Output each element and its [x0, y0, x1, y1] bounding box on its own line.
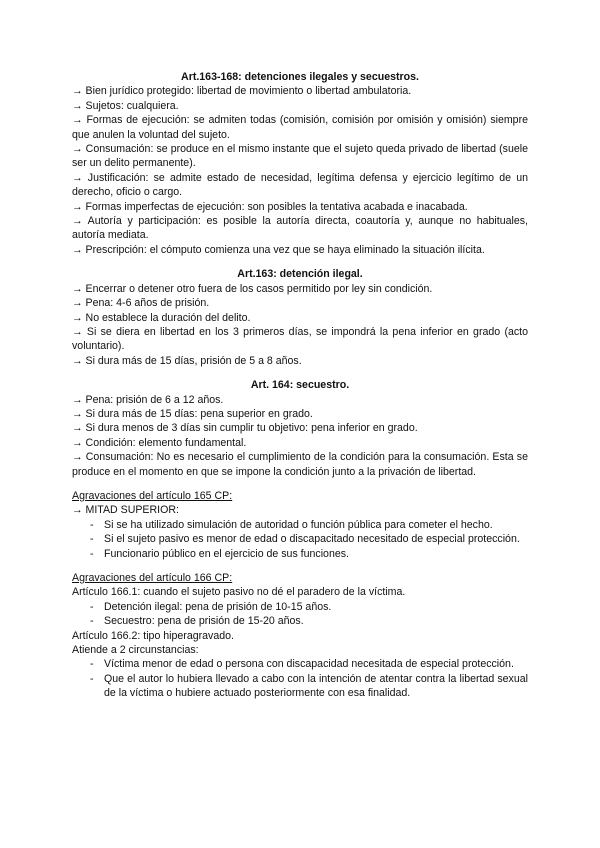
list-item [72, 547, 528, 561]
text-line: → Si dura más de 15 días, prisión de 5 a 8 años. [72, 354, 302, 367]
dash-list [72, 518, 528, 561]
list-item [72, 657, 528, 671]
document-body [72, 70, 528, 701]
dash-bullet: - [90, 533, 94, 546]
text-line: → Si se diera en libertad en los 3 primeros días, se impondrá la pena inferior en grado (acto voluntario). [72, 325, 528, 353]
text-line: Artículo 166.1: cuando el sujeto pasivo no dé el paradero de la víctima. [72, 586, 406, 599]
heading-agravaciones-165: Agravaciones del artículo 165 CP: [72, 489, 233, 502]
list-item [72, 600, 528, 614]
text-line: → Si dura menos de 3 días sin cumplir tu objetivo: pena inferior en grado. [72, 422, 418, 435]
text-line: → Consumación: No es necesario el cumplimiento de la condición para la consumación. Esta se produce en el momento en que se impone la condición junto a la privación de libertad. [72, 451, 528, 478]
dash-bullet: - [90, 518, 94, 531]
text-line: → Autoría y participación: es posible la autoría directa, coautoría y, aunque no habituales, autoría mediata. [72, 215, 528, 242]
text-line: → Justificación: se admite estado de necesidad, legítima defensa y ejercicio legítimo de un derecho, oficio o cargo. [72, 171, 528, 199]
text-line: → Encerrar o detener otro fuera de los casos permitido por ley sin condición. [72, 282, 433, 295]
heading-agravaciones-166: Agravaciones del artículo 166 CP: [72, 572, 233, 584]
list-item-text: Víctima menor de edad o persona con discapacidad necesitada de especial protección. [104, 658, 514, 671]
section-title-164: Art. 164: secuestro. [250, 379, 350, 392]
text-line: → Formas imperfectas de ejecución: son posibles la tentativa acabada e inacabada. [72, 200, 468, 213]
list-item [72, 614, 528, 628]
list-item-text: Secuestro: pena de prisión de 15-20 años. [104, 615, 304, 628]
text-line: → MITAD SUPERIOR: [72, 504, 179, 517]
text-line: Atiende a 2 circunstancias: [72, 644, 199, 657]
section-title-163-168: Art.163-168: detenciones ilegales y secuestros. [181, 71, 419, 83]
dash-bullet: - [90, 658, 94, 671]
dash-list [72, 600, 528, 629]
list-item [72, 672, 528, 701]
dash-bullet: - [90, 615, 94, 628]
dash-bullet: - [90, 547, 94, 560]
text-line: → Formas de ejecución: se admiten todas (comisión, comisión por omisión y omisión) siempre que anulen la voluntad del sujeto. [72, 114, 528, 141]
list-item-text: Funcionario público en el ejercicio de sus funciones. [104, 547, 349, 560]
text-line: → Pena: 4-6 años de prisión. [72, 297, 210, 310]
text-line: → No establece la duración del delito. [72, 311, 251, 324]
text-line: → Prescripción: el cómputo comienza una vez que se haya eliminado la situación ilícita. [72, 243, 485, 256]
list-item-text: Si el sujeto pasivo es menor de edad o discapacitado necesitado de especial protección. [104, 533, 520, 546]
list-item-text: Si se ha utilizado simulación de autoridad o función pública para cometer el hecho. [104, 518, 493, 531]
text-line: → Sujetos: cualquiera. [72, 99, 179, 112]
text-line: → Condición: elemento fundamental. [72, 436, 247, 449]
text-line: → Consumación: se produce en el mismo instante que el sujeto queda privado de libertad (suele ser un delito permanente). [72, 143, 528, 170]
list-item [72, 532, 528, 546]
dash-list [72, 657, 528, 700]
list-item-text: Que el autor lo hubiera llevado a cabo con la intención de atentar contra la libertad sexual de la víctima o hubiere actuado posteriormente con esa finalidad. [104, 672, 528, 700]
list-item [72, 518, 528, 532]
text-line: Artículo 166.2: tipo hiperagravado. [72, 629, 234, 642]
dash-bullet: - [90, 672, 94, 685]
list-item-text: Detención ilegal: pena de prisión de 10-15 años. [104, 600, 332, 613]
text-line: → Si dura más de 15 días: pena superior en grado. [72, 407, 313, 420]
section-title-163: Art.163: detención ilegal. [237, 268, 363, 281]
text-line: → Bien jurídico protegido: libertad de movimiento o libertad ambulatoria. [72, 85, 412, 98]
text-line: → Pena: prisión de 6 a 12 años. [72, 393, 224, 406]
dash-bullet: - [90, 600, 94, 613]
